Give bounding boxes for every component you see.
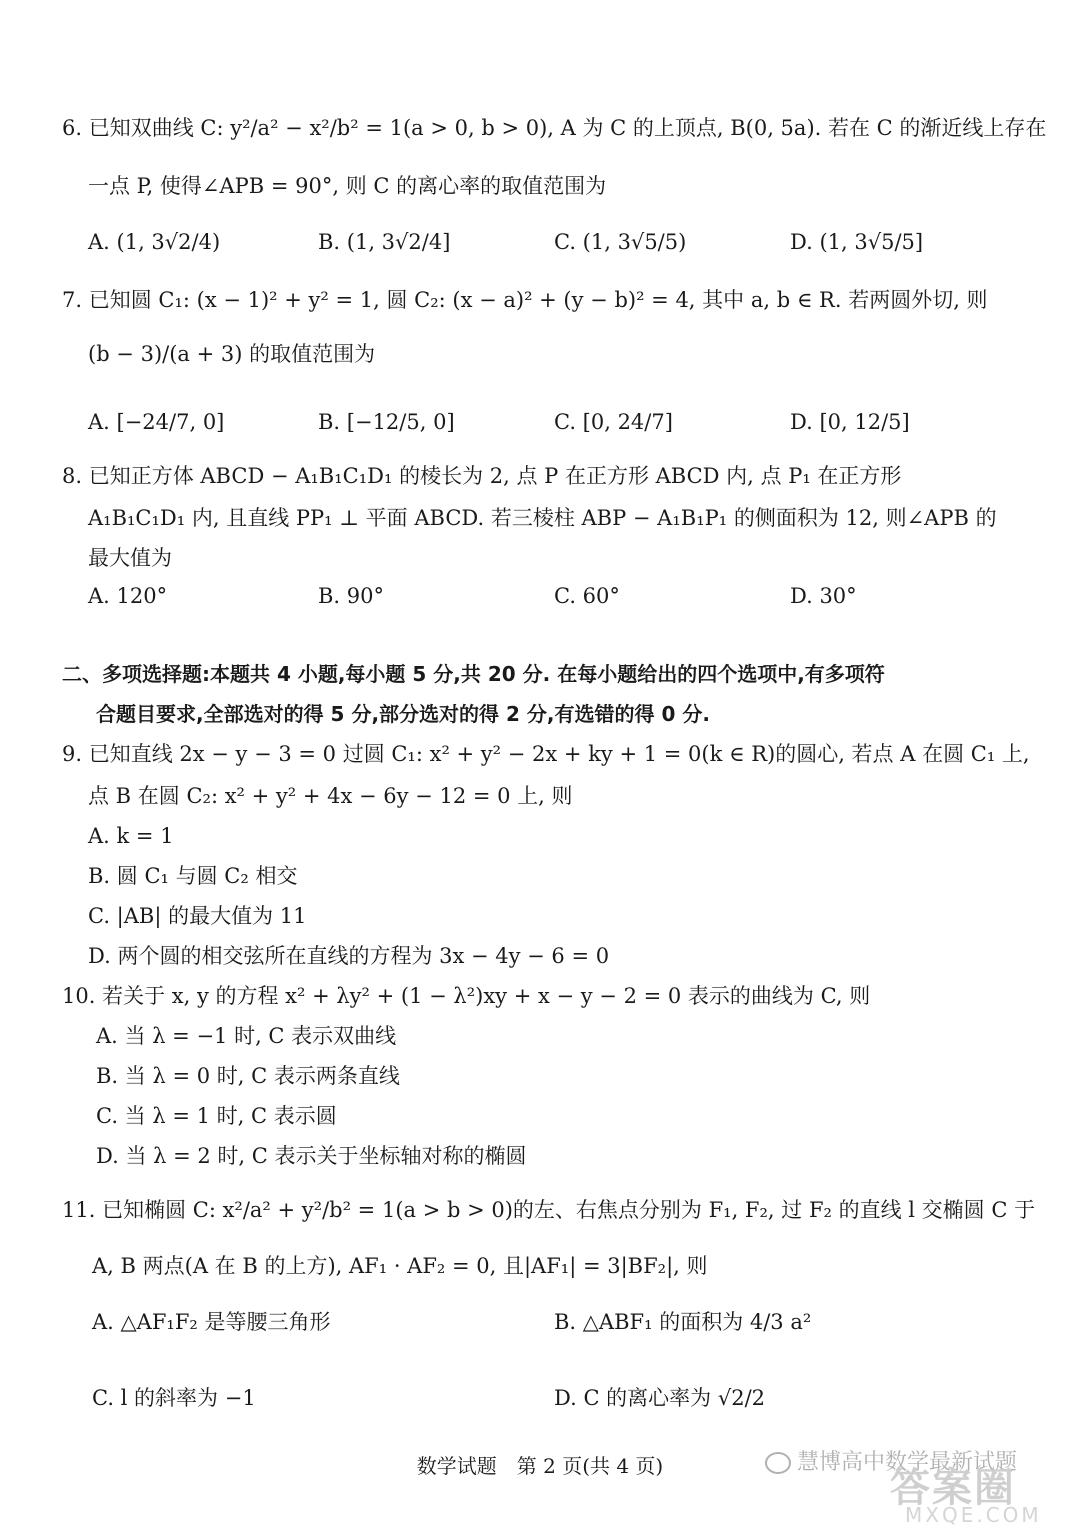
watermark-site: MXQE.COM xyxy=(905,1503,1042,1527)
q8-option-b: B. 90° xyxy=(318,584,385,608)
q9-option-d: D. 两个圆的相交弦所在直线的方程为 3x − 4y − 6 = 0 xyxy=(88,944,610,968)
q7-option-c: C. [0, 24/7] xyxy=(554,410,673,434)
q8-line2: A₁B₁C₁D₁ 内, 且直线 PP₁ ⊥ 平面 ABCD. 若三棱柱 ABP − A₁B₁P₁ 的侧面积为 12, 则∠APB 的 xyxy=(88,506,997,530)
q10-option-b: B. 当 λ = 0 时, C 表示两条直线 xyxy=(96,1064,400,1088)
q10-option-d: D. 当 λ = 2 时, C 表示关于坐标轴对称的椭圆 xyxy=(96,1144,527,1168)
q8-option-c: C. 60° xyxy=(554,584,620,608)
q10-option-a: A. 当 λ = −1 时, C 表示双曲线 xyxy=(96,1024,397,1048)
watermark-logo: 答案圈 xyxy=(890,1465,1016,1511)
q8-line3: 最大值为 xyxy=(88,546,172,570)
q11-option-d: D. C 的离心率为 √2/2 xyxy=(554,1386,766,1410)
q11-option-c: C. l 的斜率为 −1 xyxy=(92,1386,256,1410)
section2-heading-line2: 合题目要求,全部选对的得 5 分,部分选对的得 2 分,有选错的得 0 分. xyxy=(96,702,710,726)
q6-option-d: D. (1, 3√5/5] xyxy=(790,230,924,254)
q7-option-d: D. [0, 12/5] xyxy=(790,410,910,434)
q11-option-a: A. △AF₁F₂ 是等腰三角形 xyxy=(92,1310,331,1334)
q6-option-c: C. (1, 3√5/5) xyxy=(554,230,687,254)
q9-line2: 点 B 在圆 C₂: x² + y² + 4x − 6y − 12 = 0 上, 则 xyxy=(88,784,573,808)
q6-line1: 6. 已知双曲线 C: y²/a² − x²/b² = 1(a > 0, b > 0), A 为 C 的上顶点, B(0, 5a). 若在 C 的渐近线上存在 xyxy=(62,116,1047,140)
q7-line2: (b − 3)/(a + 3) 的取值范围为 xyxy=(88,342,376,366)
q7-option-a: A. [−24/7, 0] xyxy=(88,410,225,434)
q9-option-b: B. 圆 C₁ 与圆 C₂ 相交 xyxy=(88,864,298,888)
q9-line1: 9. 已知直线 2x − y − 3 = 0 过圆 C₁: x² + y² − 2x + ky + 1 = 0(k ∈ R)的圆心, 若点 A 在圆 C₁ 上, xyxy=(62,742,1030,766)
q11-option-b: B. △ABF₁ 的面积为 4/3 a² xyxy=(554,1310,812,1334)
q8-line1: 8. 已知正方体 ABCD − A₁B₁C₁D₁ 的棱长为 2, 点 P 在正方形 ABCD 内, 点 P₁ 在正方形 xyxy=(62,464,902,488)
wechat-icon xyxy=(765,1452,791,1474)
q8-option-d: D. 30° xyxy=(790,584,857,608)
q11-line1: 11. 已知椭圆 C: x²/a² + y²/b² = 1(a > b > 0)的左、右焦点分别为 F₁, F₂, 过 F₂ 的直线 l 交椭圆 C 于 xyxy=(62,1198,1036,1222)
q6-option-a: A. (1, 3√2/4) xyxy=(88,230,221,254)
q9-option-c: C. |AB| 的最大值为 11 xyxy=(88,904,307,928)
q9-option-a: A. k = 1 xyxy=(88,824,174,848)
page-footer: 数学试题 第 2 页(共 4 页) xyxy=(416,1454,664,1478)
q7-line1: 7. 已知圆 C₁: (x − 1)² + y² = 1, 圆 C₂: (x − a)² + (y − b)² = 4, 其中 a, b ∈ R. 若两圆外切, 则 xyxy=(62,288,988,312)
q10-line1: 10. 若关于 x, y 的方程 x² + λy² + (1 − λ²)xy + x − y − 2 = 0 表示的曲线为 C, 则 xyxy=(62,984,871,1008)
q6-line2: 一点 P, 使得∠APB = 90°, 则 C 的离心率的取值范围为 xyxy=(88,174,607,198)
watermark-account-label: 慧博高中数学最新试题 xyxy=(797,1450,1018,1475)
section2-heading-line1: 二、多项选择题:本题共 4 小题,每小题 5 分,共 20 分. 在每小题给出的四个选项中,有多项符 xyxy=(62,662,885,686)
q10-option-c: C. 当 λ = 1 时, C 表示圆 xyxy=(96,1104,337,1128)
q8-option-a: A. 120° xyxy=(88,584,168,608)
q11-line2: A, B 两点(A 在 B 的上方), AF₁ · AF₂ = 0, 且|AF₁| = 3|BF₂|, 则 xyxy=(92,1254,708,1278)
q6-option-b: B. (1, 3√2/4] xyxy=(318,230,451,254)
q7-option-b: B. [−12/5, 0] xyxy=(318,410,455,434)
